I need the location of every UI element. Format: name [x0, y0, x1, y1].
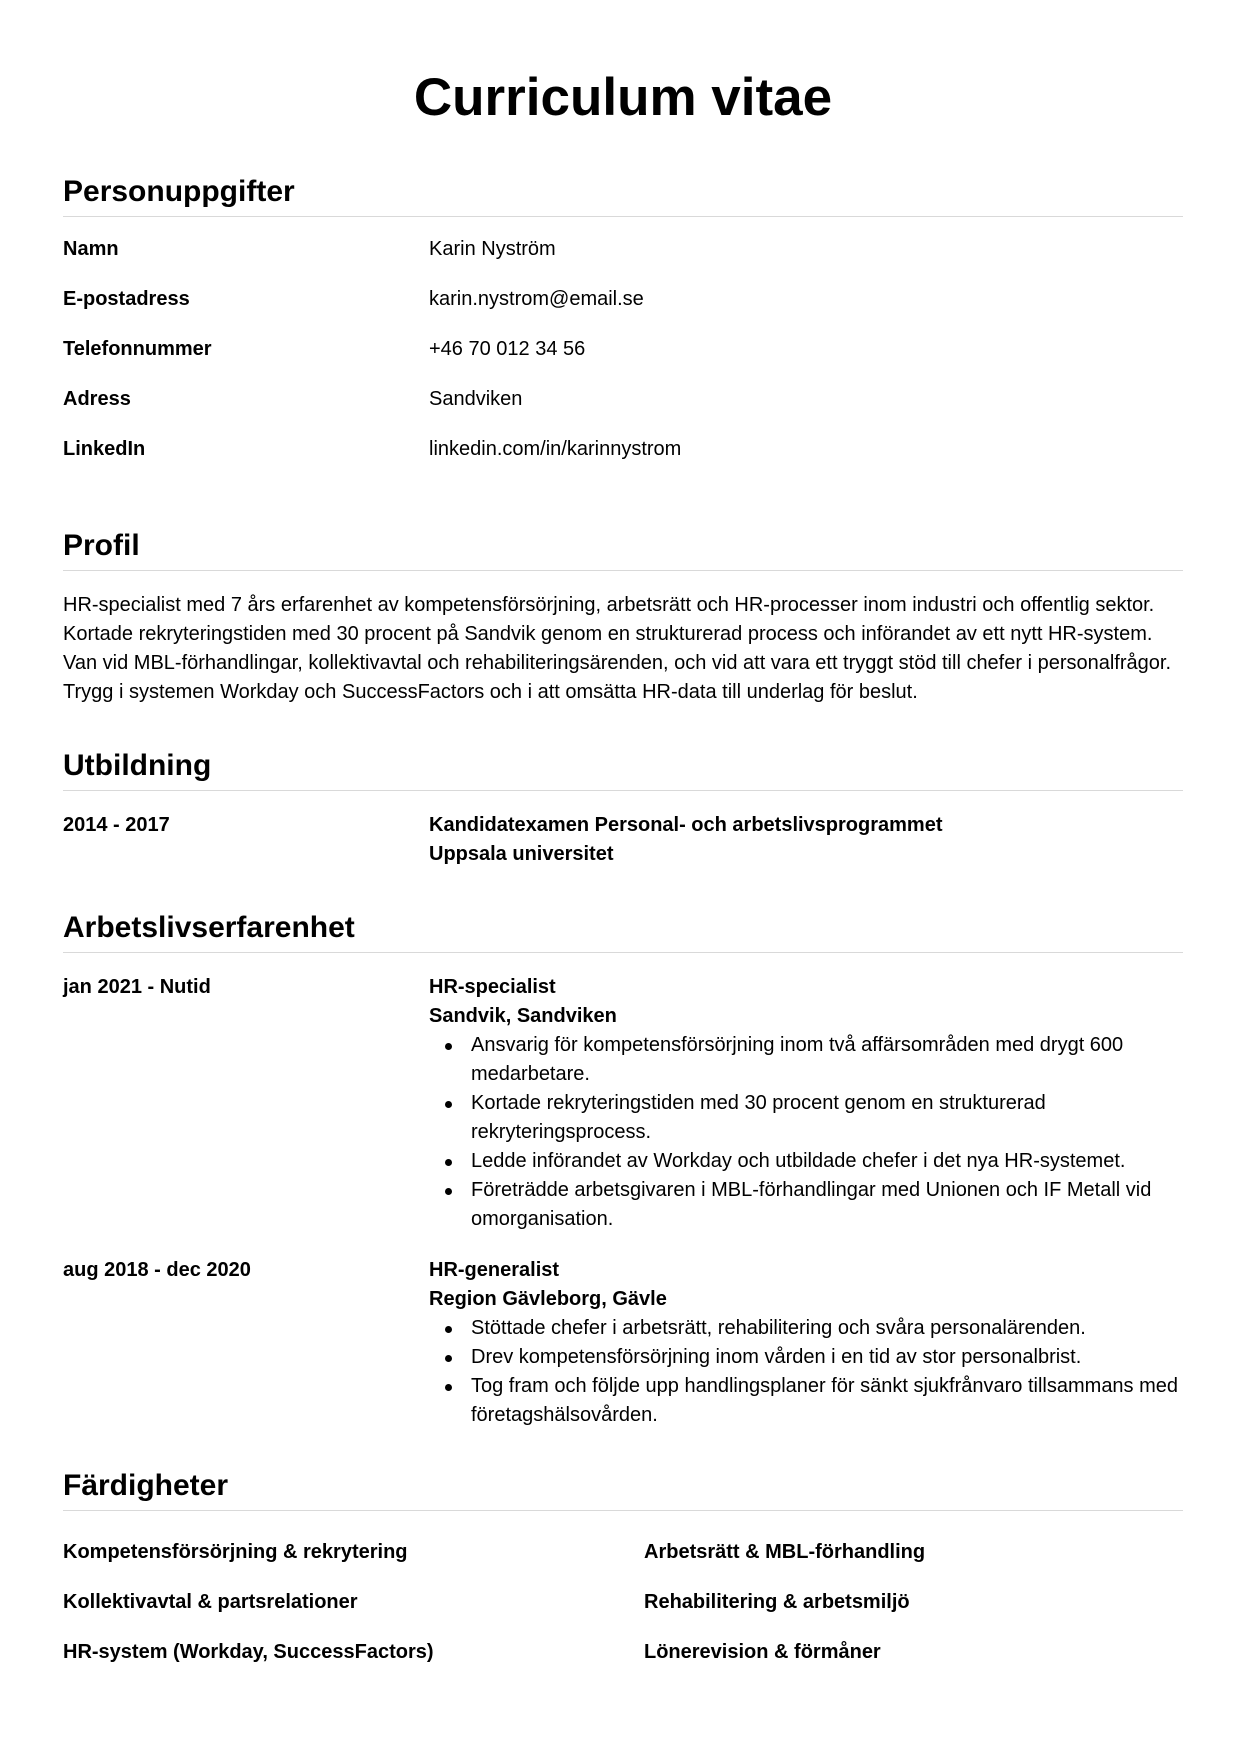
experience-body [429, 1256, 1183, 1430]
experience-role: HR-specialist [429, 976, 556, 998]
personal-row-linkedin [63, 436, 1183, 486]
personal-value: Sandviken [429, 388, 523, 410]
experience-list [63, 953, 1183, 1430]
personal-value: Karin Nyström [429, 238, 556, 260]
list-item: Drev kompetensförsörjning inom vården i en tid av stor personalbrist. [471, 1343, 1183, 1372]
skills-heading: Färdigheter [63, 1466, 1183, 1511]
experience-date: aug 2018 - dec 2020 [63, 1259, 251, 1281]
education-degree: Kandidatexamen Personal- och arbetslivsprogrammet [429, 814, 943, 836]
skill-item: Arbetsrätt & MBL-förhandling [644, 1541, 926, 1563]
personal-label: LinkedIn [63, 438, 146, 460]
skill-item: HR-system (Workday, SuccessFactors) [63, 1641, 434, 1663]
profile-section [63, 526, 1183, 707]
skill-item: Kollektivavtal & partsrelationer [63, 1591, 358, 1613]
personal-row-address [63, 386, 1183, 436]
education-entry [63, 811, 1183, 869]
skill-item: Rehabilitering & arbetsmiljö [644, 1591, 910, 1613]
list-item: Stöttade chefer i arbetsrätt, rehabilitering och svåra personalärenden. [471, 1314, 1183, 1343]
email-link[interactable]: karin.nystrom@email.se [429, 288, 644, 310]
list-item: Ansvarig för kompetensförsörjning inom två affärsområden med drygt 600 medarbetare. [471, 1031, 1183, 1089]
personal-row-name [63, 236, 1183, 286]
education-section [63, 746, 1183, 869]
education-list [63, 791, 1183, 869]
personal-section [63, 172, 1183, 486]
personal-label: Namn [63, 238, 119, 260]
skills-grid [63, 1511, 1183, 1665]
skill-item: Lönerevision & förmåner [644, 1641, 881, 1663]
experience-role: HR-generalist [429, 1259, 560, 1281]
personal-row-phone [63, 336, 1183, 386]
phone-link[interactable]: +46 70 012 34 56 [429, 338, 586, 360]
personal-label: Telefonnummer [63, 338, 212, 360]
skills-section [63, 1466, 1183, 1665]
experience-entry [63, 1256, 1183, 1430]
personal-label: Adress [63, 388, 131, 410]
education-school: Uppsala universitet [429, 843, 614, 865]
experience-bullets [429, 1031, 1183, 1234]
experience-date: jan 2021 - Nutid [63, 976, 211, 998]
profile-heading: Profil [63, 526, 1183, 571]
personal-row-email [63, 286, 1183, 336]
experience-heading: Arbetslivserfarenhet [63, 908, 1183, 953]
education-date: 2014 - 2017 [63, 814, 170, 836]
personal-list [63, 217, 1183, 486]
list-item: Ledde införandet av Workday och utbildade chefer i det nya HR-systemet. [471, 1147, 1183, 1176]
personal-heading: Personuppgifter [63, 172, 1183, 217]
skill-item: Kompetensförsörjning & rekrytering [63, 1541, 408, 1563]
experience-section [63, 908, 1183, 1430]
experience-org: Sandvik, Sandviken [429, 1005, 617, 1027]
list-item: Kortade rekryteringstiden med 30 procent genom en strukturerad rekryteringsprocess. [471, 1089, 1183, 1147]
education-heading: Utbildning [63, 746, 1183, 791]
experience-entry [63, 973, 1183, 1234]
experience-org: Region Gävleborg, Gävle [429, 1288, 667, 1310]
list-item: Tog fram och följde upp handlingsplaner för sänkt sjukfrånvaro tillsammans med företagshälsovården. [471, 1372, 1183, 1430]
personal-label: E-postadress [63, 288, 190, 310]
education-body [429, 811, 1183, 869]
experience-body [429, 973, 1183, 1234]
document-title: Curriculum vitae [413, 68, 833, 127]
list-item: Företrädde arbetsgivaren i MBL-förhandlingar med Unionen och IF Metall vid omorganisation. [471, 1176, 1183, 1234]
profile-text: HR-specialist med 7 års erfarenhet av kompetensförsörjning, arbetsrätt och HR-processer inom industri och offentlig sektor. Kortade rekryteringstiden med 30 procent på Sandvik genom en strukturerad process och införandet av ett nytt HR-system. Van vid MBL-förhandlingar, kollektivavtal och rehabiliteringsärenden, och vid att vara ett tryggt stöd till chefer i personalfrågor. Trygg i systemen Workday och SuccessFactors och i att omsätta HR-data till underlag för beslut. [63, 594, 1171, 703]
linkedin-link[interactable]: linkedin.com/in/karinnystrom [429, 438, 682, 460]
experience-bullets [429, 1314, 1183, 1430]
